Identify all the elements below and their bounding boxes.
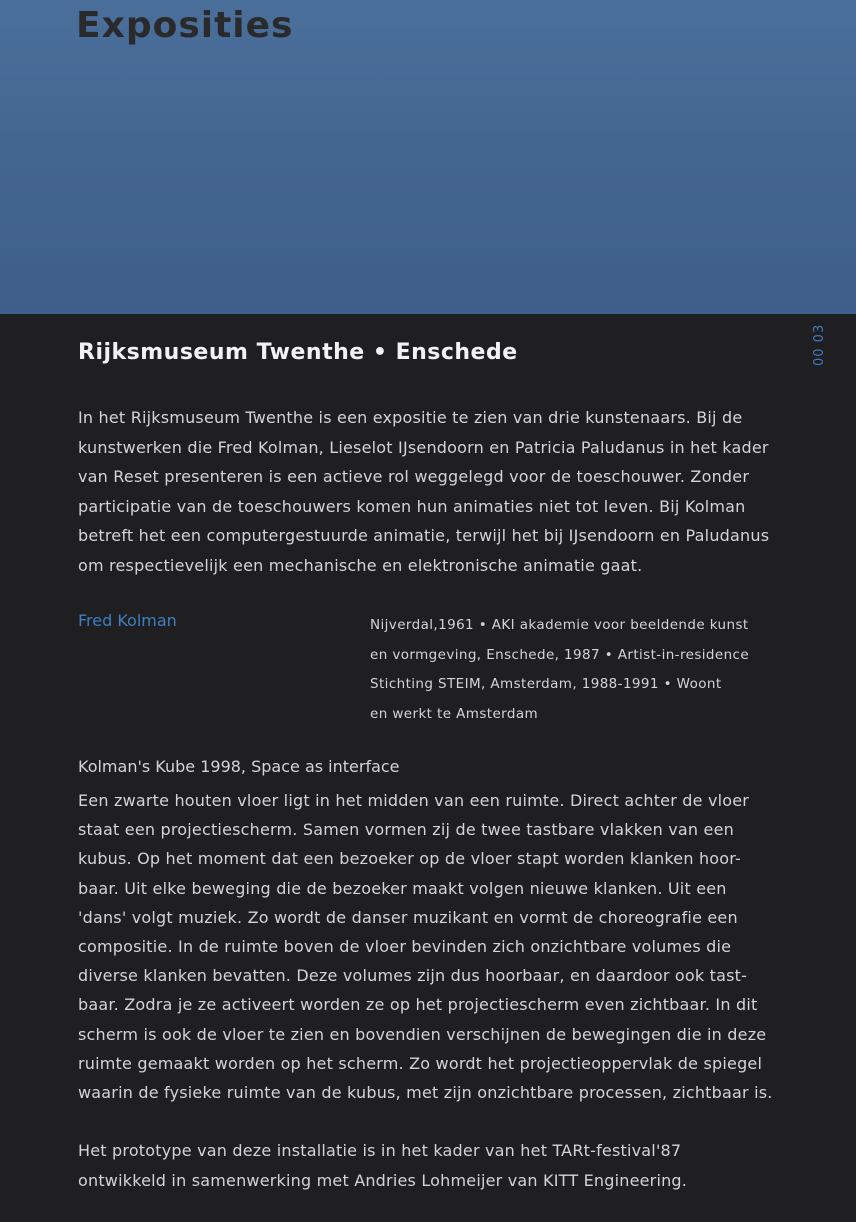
work-description	[78, 786, 798, 1107]
intro-paragraph	[78, 403, 798, 580]
body-line: Een zwarte houten vloer ligt in het midden van een ruimte. Direct achter de vloer	[78, 791, 750, 810]
body-line: 'dans' volgt muziek. Zo wordt de danser muzikant en vormt de choreografie een	[78, 907, 738, 927]
body-line: staat een projectiescherm. Samen vormen zij de twee tastbare vlakken van een	[78, 820, 734, 840]
body-line: scherm is ook de vloer te zien en bovendien verschijnen de bewegingen die in deze	[78, 1024, 767, 1044]
body-line: baar. Zodra je ze activeert worden ze op het projectiescherm even zichtbaar. In dit	[78, 995, 758, 1015]
bio-line: Stichting STEIM, Amsterdam, 1988-1991 • Woont	[370, 676, 722, 692]
page-number: 00 03	[812, 323, 827, 367]
intro-line: om respectievelijk een mechanische en elektronische animatie gaat.	[78, 555, 643, 575]
body-line: diverse klanken bevatten. Deze volumes zijn dus hoorbaar, en daardoor ook tast-	[78, 966, 748, 986]
bio-line: en vormgeving, Enschede, 1987 • Artist-in-residence	[370, 646, 750, 663]
intro-line: participatie van de toeschouwers komen hun animaties niet tot leven. Bij Kolman	[78, 496, 746, 516]
artist-name: Fred Kolman	[78, 611, 177, 630]
body-line: baar. Uit elke beweging die de bezoeker maakt volgen nieuwe klanken. Uit een	[78, 878, 727, 898]
intro-line: van Reset presenteren is een actieve rol weggelegd voor de toeschouwer. Zonder	[78, 467, 750, 486]
body-line: ruimte gemaakt worden op het scherm. Zo wordt het projectieoppervlak de spiegel	[78, 1053, 763, 1073]
intro-line: kunstwerken die Fred Kolman, Lieselot IJsendoorn en Patricia Paludanus in het kader	[78, 437, 769, 457]
work-title: Kolman's Kube 1998, Space as interface	[78, 757, 400, 776]
intro-line: betreft het een computergestuurde animatie, terwijl het bij IJsendoorn en Paludanus	[78, 526, 770, 545]
closing-line: Het prototype van deze installatie is in het kader van het TARt-festival'87	[78, 1141, 682, 1160]
intro-line: In het Rijksmuseum Twenthe is een expositie te zien van drie kunstenaars. Bij de	[78, 408, 743, 427]
bio-line: en werkt te Amsterdam	[370, 705, 539, 722]
body-line: kubus. Op het moment dat een bezoeker op de vloer stapt worden klanken hoor-	[78, 849, 741, 869]
closing-line: ontwikkeld in samenwerking met Andries Lohmeijer van KITT Engineering.	[78, 1170, 688, 1190]
body-line: compositie. In de ruimte boven de vloer bevinden zich onzichtbare volumes die	[78, 937, 732, 957]
artist-bio	[370, 611, 800, 729]
closing-paragraph	[78, 1136, 798, 1195]
article-title: Rijksmuseum Twenthe • Enschede	[78, 340, 518, 365]
bio-line: Nijverdal,1961 • AKI akademie voor beeldende kunst	[370, 617, 749, 633]
body-line: waarin de fysieke ruimte van de kubus, met zijn onzichtbare processen, zichtbaar is.	[78, 1083, 773, 1103]
section-title: Exposities	[76, 5, 294, 46]
